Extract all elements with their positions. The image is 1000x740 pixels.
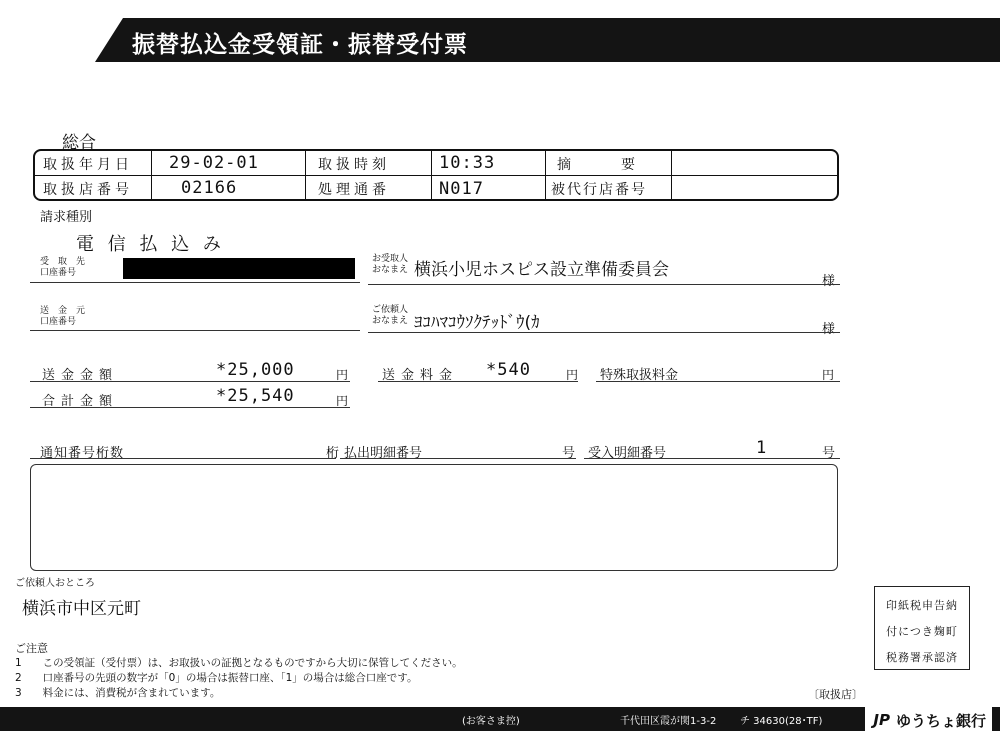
date-value: 29-02-01 xyxy=(169,153,259,173)
sender-honorific: 様 xyxy=(822,322,836,337)
handling-branch-label: 〔取扱店〕 xyxy=(808,688,863,701)
transfer-amount-underline xyxy=(30,381,350,382)
stamp-line-2: 付につき麹町 xyxy=(886,625,958,638)
sender-account-label: 送 金 元 xyxy=(40,306,86,316)
fee-underline xyxy=(378,381,578,382)
total-amount-value: *25,540 xyxy=(216,386,295,406)
special-fee-underline xyxy=(596,381,840,382)
remarks-box xyxy=(30,464,838,571)
bank-logo xyxy=(865,706,992,732)
sender-name-label: ご依頼人 xyxy=(372,305,409,315)
receipt-detail-underline xyxy=(584,458,840,459)
document-title: 振替払込金受領証・振替受付票 xyxy=(132,32,468,58)
notice-digits-unit: 桁 xyxy=(326,446,340,461)
note-item: 3 料金には、消費税が含まれています。 xyxy=(15,687,221,699)
date-label: 取扱年月日 xyxy=(43,157,133,173)
fee-yen: 円 xyxy=(566,368,579,382)
agent-branch-label: 被代行店番号 xyxy=(551,182,647,198)
recipient-honorific: 様 xyxy=(822,274,836,289)
note-item: 2 口座番号の先頭の数字が「0」の場合は振替口座、「1」の場合は総合口座です。 xyxy=(15,672,418,684)
payout-detail-underline xyxy=(340,458,576,459)
sender-account-underline xyxy=(30,330,360,331)
address-value: 横浜市中区元町 xyxy=(22,599,141,619)
notice-digits-label: 通知番号桁数 xyxy=(40,446,125,461)
receipt-detail-label: 受入明細番号 xyxy=(588,446,667,461)
sender-account-label-2: 口座番号 xyxy=(40,317,77,327)
category-label: 総合 xyxy=(62,133,96,153)
payout-detail-unit: 号 xyxy=(562,446,576,461)
notes-section xyxy=(15,641,463,701)
sequence-label: 処理通番 xyxy=(318,182,390,198)
footer-address: 千代田区霞が関1-3-2 xyxy=(620,716,717,727)
stamp-line-1: 印紙税申告納 xyxy=(886,599,958,612)
recipient-account-label: 受 取 先 xyxy=(40,257,86,267)
sender-name-underline xyxy=(368,332,840,333)
fee-label: 送金料金 xyxy=(382,368,459,383)
bank-name: ゆうちょ銀行 xyxy=(895,711,986,730)
transfer-amount-label: 送金金額 xyxy=(42,368,119,383)
stamp-line-3: 税務署承認済 xyxy=(886,651,958,664)
branch-number-value: 02166 xyxy=(181,178,238,198)
tax-stamp-box xyxy=(874,586,970,670)
recipient-name-underline xyxy=(368,284,840,285)
notes-title: ご注意 xyxy=(15,642,48,655)
receipt-detail-value: 1 xyxy=(756,438,768,458)
redacted-account-number xyxy=(123,258,355,279)
receipt-detail-unit: 号 xyxy=(822,446,836,461)
special-fee-yen: 円 xyxy=(822,368,835,382)
total-amount-yen: 円 xyxy=(336,394,349,408)
jp-bank-mark-icon: JP xyxy=(873,711,890,729)
request-type-label: 請求種別 xyxy=(40,210,93,225)
special-fee-label: 特殊取扱料金 xyxy=(600,368,679,383)
recipient-account-label-2: 口座番号 xyxy=(40,268,77,278)
total-amount-label: 合計金額 xyxy=(42,394,119,409)
recipient-name-label-2: おなまえ xyxy=(372,265,409,275)
address-label: ご依頼人おところ xyxy=(15,578,95,589)
request-type-value: 電 信 払 込 み xyxy=(76,234,225,255)
transfer-amount-value: *25,000 xyxy=(216,360,295,380)
note-item: 1 この受領証（受付票）は、お取扱いの証拠となるものですから大切に保管してください。 xyxy=(15,657,463,669)
customer-copy-label: (お客さま控) xyxy=(462,716,520,727)
fee-value: *540 xyxy=(486,360,531,380)
transaction-info-table xyxy=(33,149,839,201)
footer-code: チ 34630(28･TF) xyxy=(740,716,823,727)
total-amount-underline xyxy=(30,407,350,408)
time-label: 取扱時刻 xyxy=(318,157,390,173)
branch-number-label: 取扱店番号 xyxy=(43,182,133,198)
sender-name: ﾖｺﾊﾏｺｳｿｸﾃｯﾄﾞｳ(ｶ xyxy=(414,313,540,333)
recipient-account-underline xyxy=(30,282,360,283)
sender-name-label-2: おなまえ xyxy=(372,316,409,326)
transfer-amount-yen: 円 xyxy=(336,368,349,382)
sequence-value: N017 xyxy=(439,179,484,199)
recipient-name: 横浜小児ホスピス設立準備委員会 xyxy=(414,260,669,280)
time-value: 10:33 xyxy=(439,153,496,173)
summary-label: 摘 要 xyxy=(557,157,637,173)
recipient-name-label: お受取人 xyxy=(372,254,409,264)
notice-digits-underline xyxy=(30,458,336,459)
payout-detail-label: 払出明細番号 xyxy=(344,446,423,461)
